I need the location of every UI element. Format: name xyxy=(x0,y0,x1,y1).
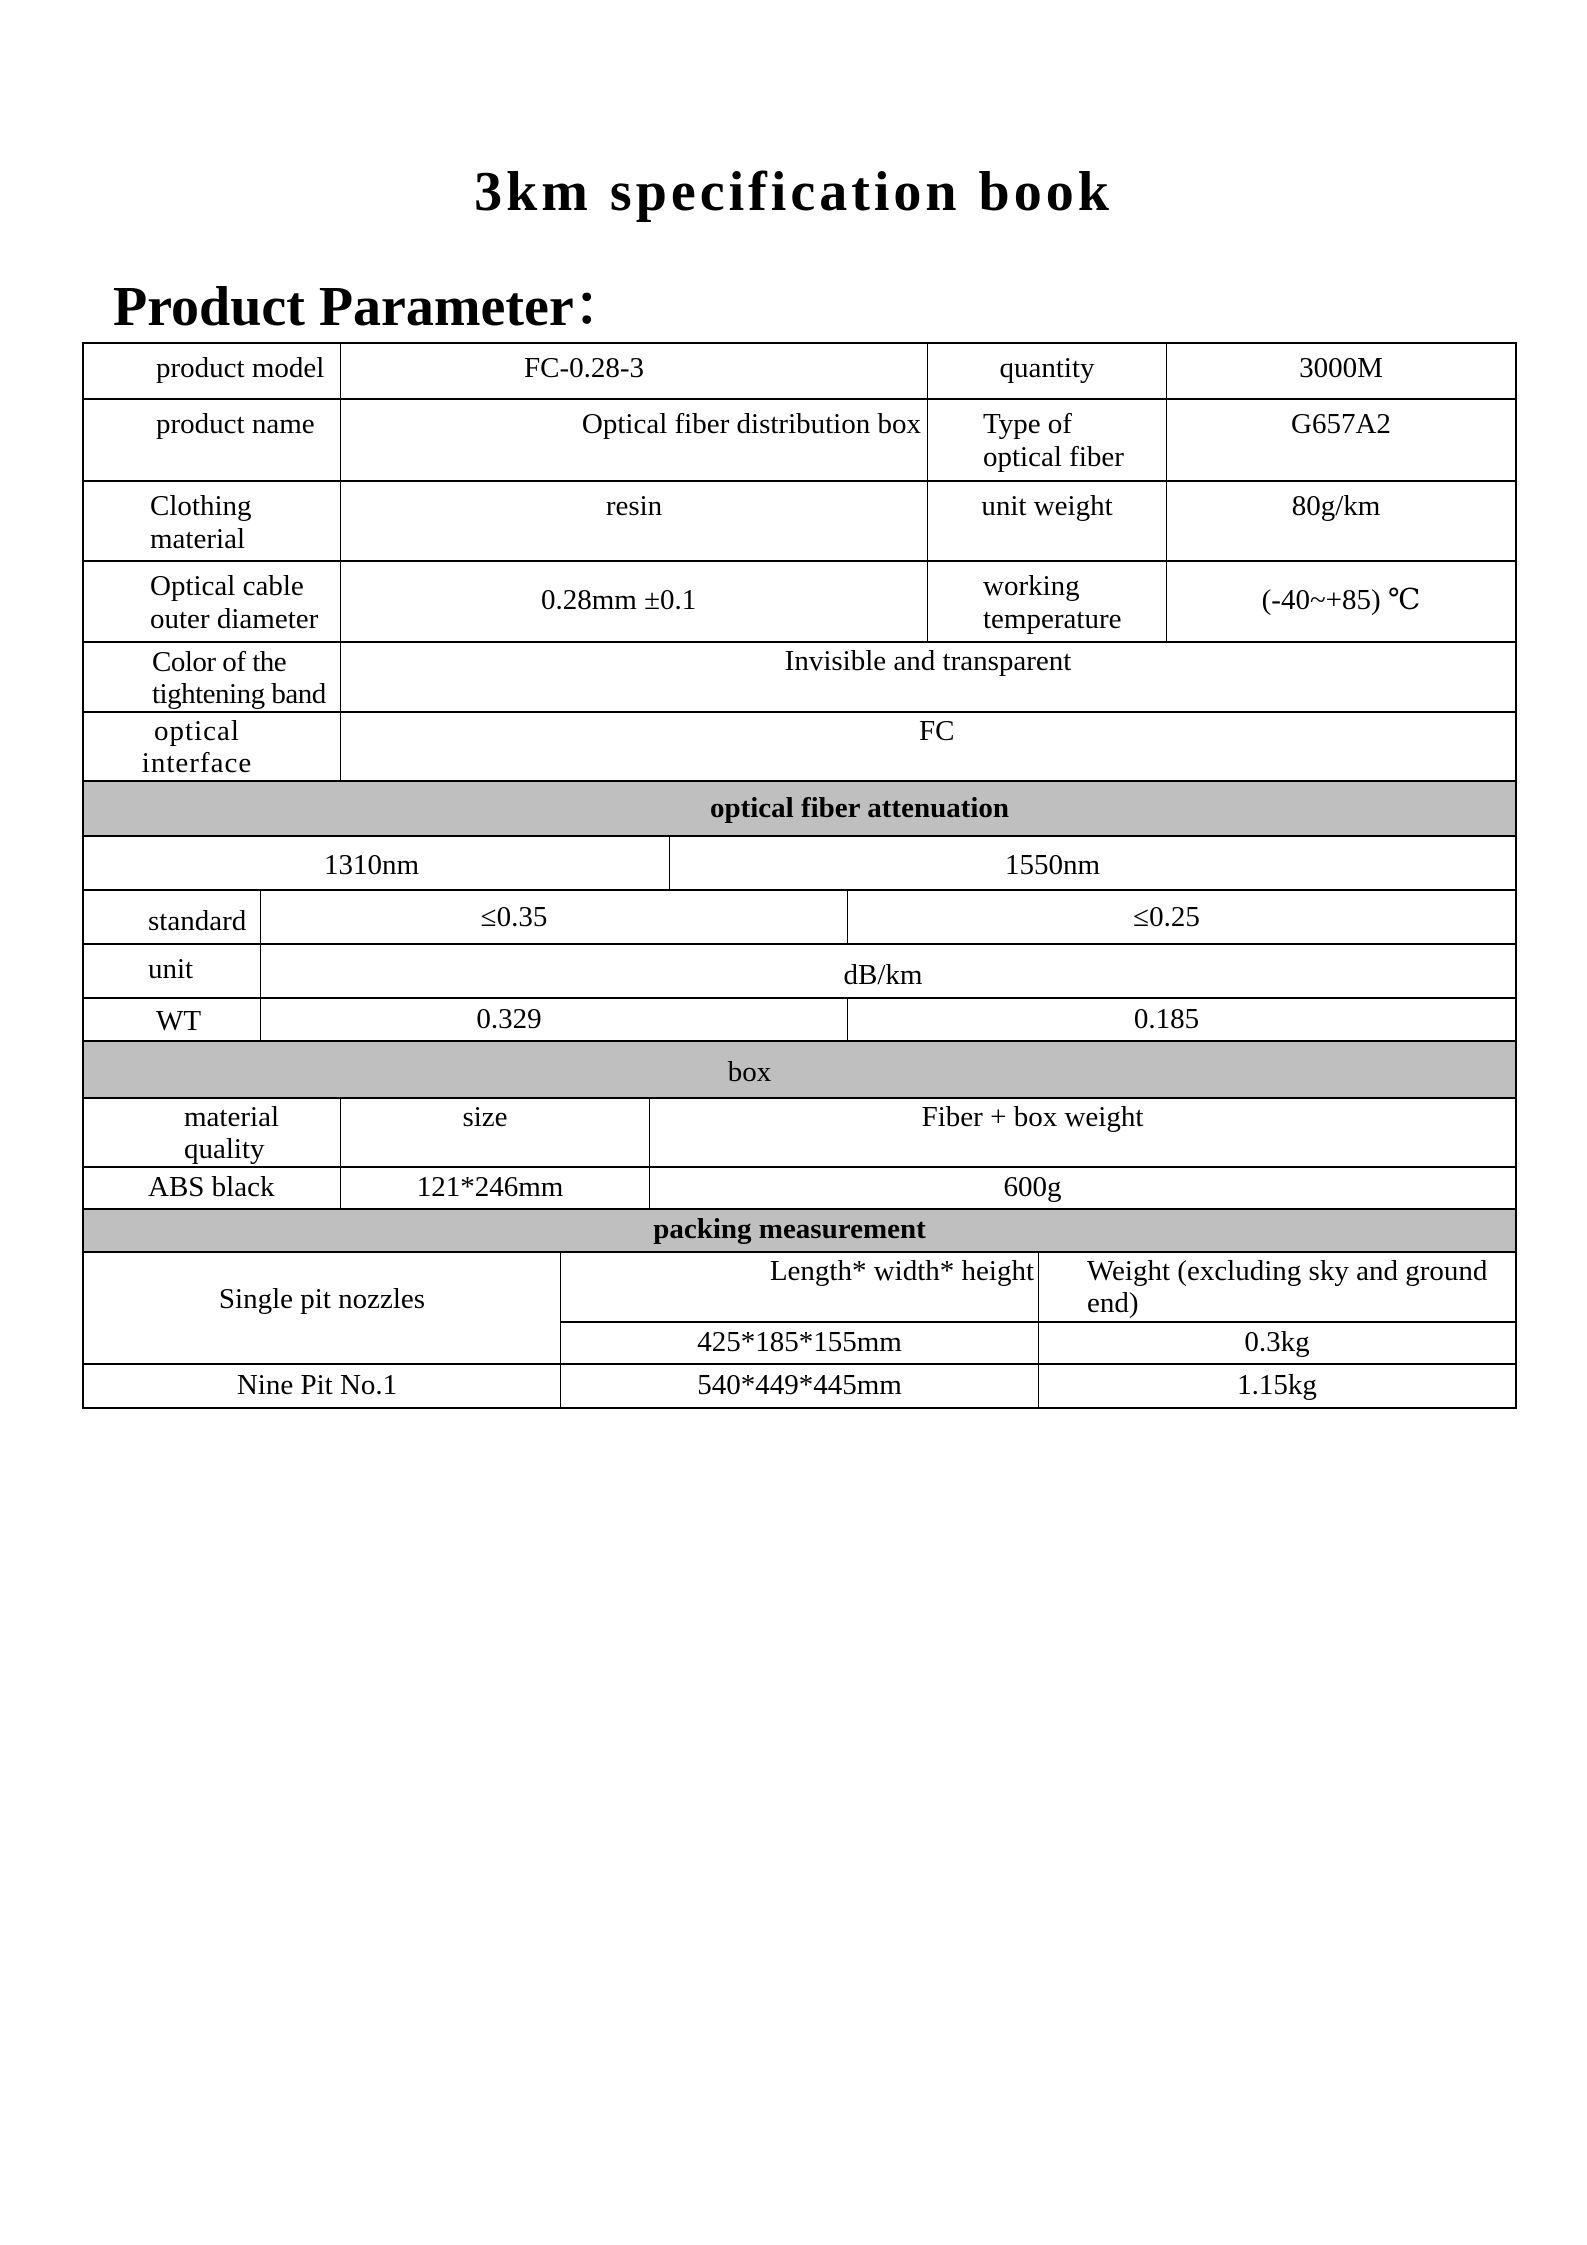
table-row xyxy=(560,1251,1517,1321)
temperature-label: working temperature xyxy=(927,562,1166,641)
unit-label: unit xyxy=(82,945,260,997)
interface-label: optical interface xyxy=(82,713,340,780)
standard-1310: ≤0.35 xyxy=(260,891,847,943)
diameter-value: 0.28mm ±0.1 xyxy=(340,562,927,641)
table-row xyxy=(82,889,1517,943)
table-row xyxy=(82,641,1517,711)
table-row xyxy=(82,711,1517,780)
table-row xyxy=(82,480,1517,560)
table-row xyxy=(82,342,1517,398)
single-pit-label-text: Single pit nozzles xyxy=(218,1282,426,1315)
interface-value: FC xyxy=(340,713,1517,780)
unit-weight-label: unit weight xyxy=(927,482,1166,560)
box-header: box xyxy=(82,1040,1517,1097)
table-bottom-border xyxy=(82,1407,1517,1409)
standard-1550: ≤0.25 xyxy=(847,891,1517,943)
single-weight: 0.3kg xyxy=(1038,1323,1517,1363)
table-row xyxy=(560,1321,1517,1363)
wt-1550: 0.185 xyxy=(847,999,1517,1040)
standard-label: standard xyxy=(82,891,260,943)
box-col-weight: Fiber + box weight xyxy=(649,1099,1517,1166)
quantity-value: 3000M xyxy=(1166,344,1517,398)
temperature-value: (-40~+85) ℃ xyxy=(1166,562,1517,641)
nine-pit-label: Nine Pit No.1 xyxy=(82,1365,560,1407)
band-label: Color of the tightening band xyxy=(82,643,340,711)
box-size-value: 121*246mm xyxy=(340,1168,649,1208)
dims-header: Length* width* height xyxy=(560,1253,1038,1321)
table-row xyxy=(82,835,1517,889)
wavelength-1310: 1310nm xyxy=(82,837,669,889)
product-model-label: product model xyxy=(82,344,340,398)
quantity-label: quantity xyxy=(927,344,1166,398)
table-row xyxy=(82,997,1517,1040)
document-title: 3km specification book xyxy=(474,161,1113,223)
table-row xyxy=(82,560,1517,641)
wt-1310: 0.329 xyxy=(260,999,847,1040)
section-heading: Product Parameter： xyxy=(113,276,630,338)
attenuation-header: optical fiber attenuation xyxy=(82,780,1517,835)
table-row xyxy=(82,1166,1517,1208)
clothing-value: resin xyxy=(340,482,927,560)
unit-value: dB/km xyxy=(260,945,1517,997)
nine-weight: 1.15kg xyxy=(1038,1365,1517,1407)
weight-header: Weight (excluding sky and ground end) xyxy=(1038,1253,1517,1321)
table-row xyxy=(82,398,1517,480)
wavelength-1550: 1550nm xyxy=(669,837,1517,889)
table-row xyxy=(82,1363,1517,1407)
diameter-label: Optical cable outer diameter xyxy=(82,562,340,641)
unit-weight-value: 80g/km xyxy=(1166,482,1517,560)
box-col-size: size xyxy=(340,1099,649,1166)
single-dims: 425*185*155mm xyxy=(560,1323,1038,1363)
box-weight-value: 600g xyxy=(649,1168,1517,1208)
table-row xyxy=(82,943,1517,997)
fiber-type-value: G657A2 xyxy=(1166,400,1517,480)
table-row xyxy=(82,1097,1517,1166)
box-col-material: material quality xyxy=(82,1099,340,1166)
product-name-value: Optical fiber distribution box xyxy=(340,400,927,480)
packing-header: packing measurement xyxy=(82,1208,1517,1251)
single-pit-label xyxy=(82,1253,560,1363)
band-value: Invisible and transparent xyxy=(340,643,1517,711)
clothing-label: Clothing material xyxy=(82,482,340,560)
nine-dims: 540*449*445mm xyxy=(560,1365,1038,1407)
product-name-label: product name xyxy=(82,400,340,480)
product-model-value: FC-0.28-3 xyxy=(340,344,927,398)
wt-label: WT xyxy=(82,999,260,1040)
box-material-value: ABS black xyxy=(82,1168,340,1208)
fiber-type-label: Type of optical fiber xyxy=(927,400,1166,480)
